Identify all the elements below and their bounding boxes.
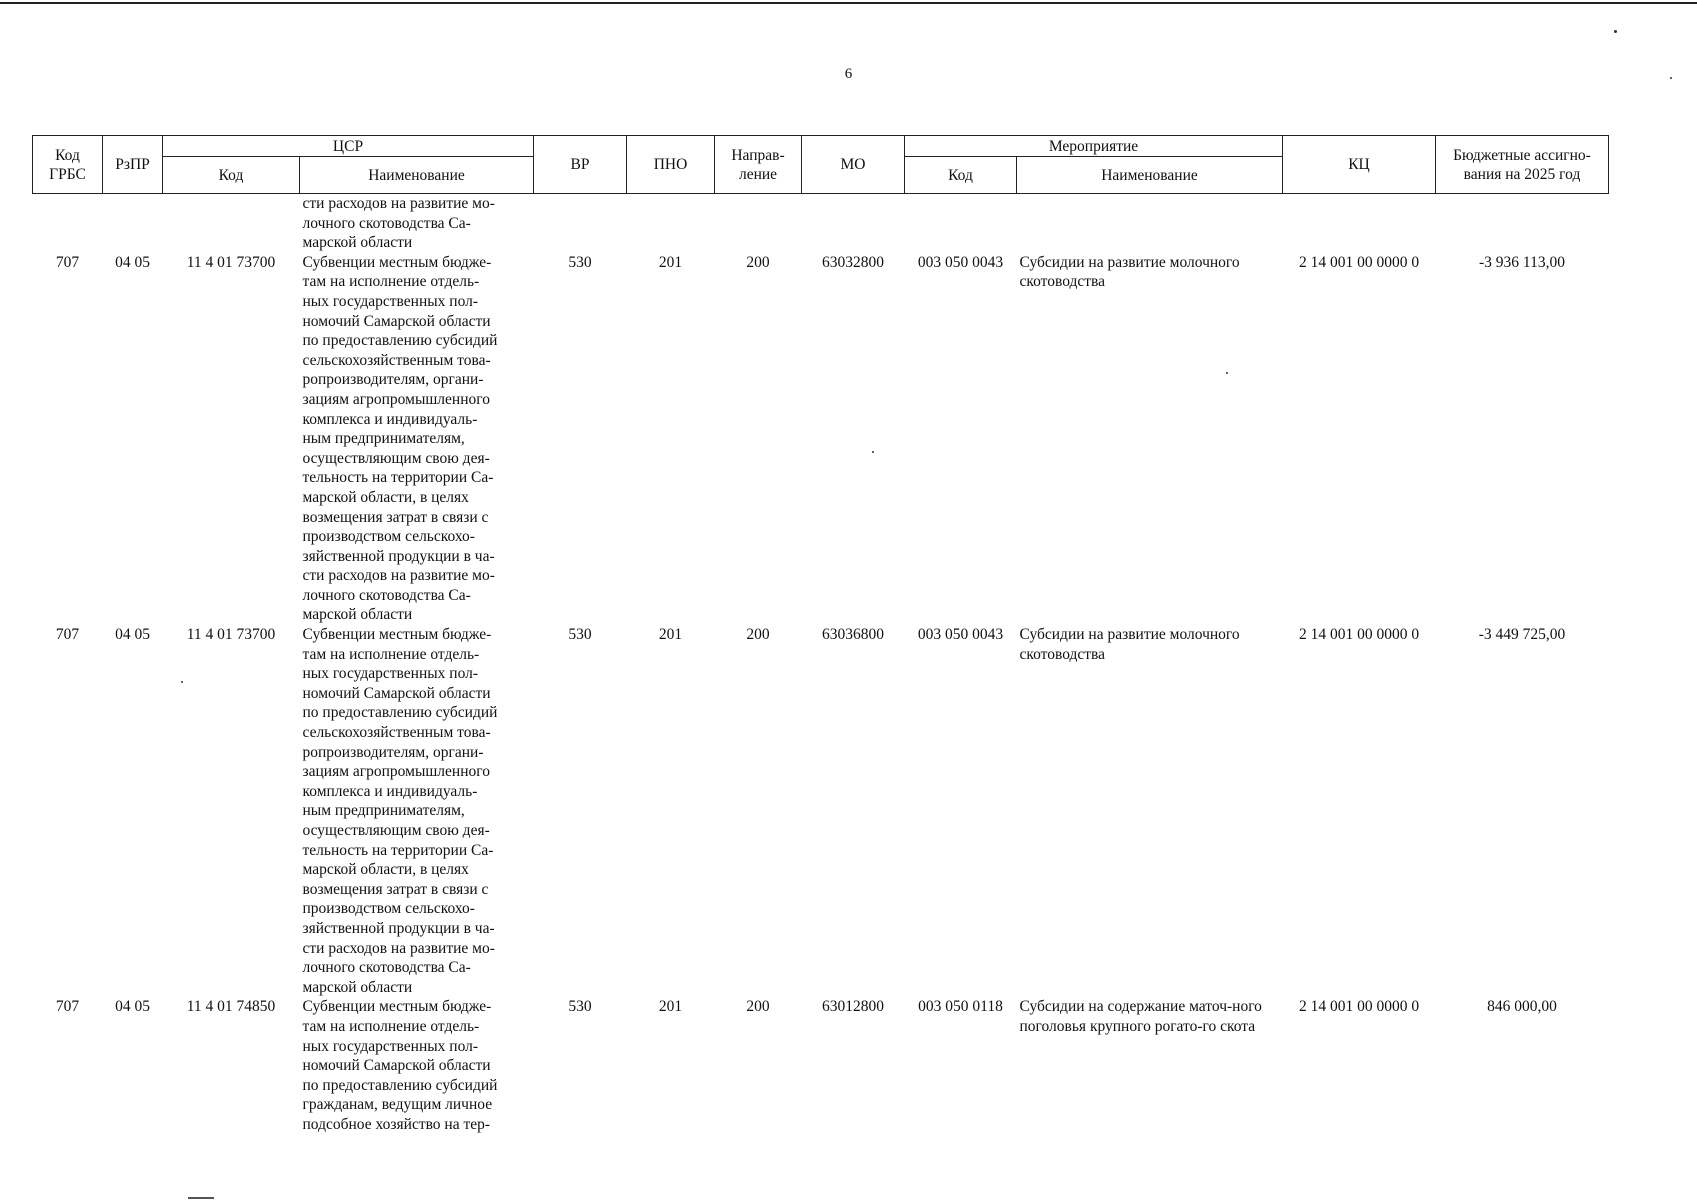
page-number: 6 <box>844 66 853 82</box>
description-line: осуществляющим свою дея- <box>302 822 490 839</box>
description-line: Субвенции местным бюдже- <box>302 998 492 1016</box>
description-line: по предоставлению субсидий <box>302 704 498 722</box>
header-kod-grbs: Код ГРБС <box>33 136 103 194</box>
description-line: там на исполнение отдель- <box>302 645 480 663</box>
cell-rzpr: 04 05 <box>115 998 150 1016</box>
header-meropriyatie: Мероприятие <box>905 136 1283 157</box>
cell-mer-kod: 003 050 0118 <box>918 998 1003 1016</box>
scan-speck <box>1614 30 1617 33</box>
cell-pno: 201 <box>658 253 683 271</box>
cell-csr-kod: 11 4 01 74850 <box>186 998 276 1016</box>
description-line: марской области, в целях <box>302 488 469 506</box>
description-line: ных государственных пол- <box>302 1037 479 1055</box>
description-line: Субвенции местным бюдже- <box>302 626 492 644</box>
description-line: производством сельскохо- <box>302 528 475 546</box>
description-line: ных государственных пол- <box>302 292 479 310</box>
description-line: номочий Самарской области <box>302 1057 491 1075</box>
description-line: номочий Самарской области <box>302 312 491 330</box>
description-line: подсобное хозяйство на тер- <box>302 1115 491 1133</box>
description-line: Субвенции местным бюдже- <box>302 253 492 271</box>
cell-mer-name: Субсидии на содержание маточ-ного поголовья крупного рогато-го скота <box>1019 998 1262 1035</box>
cell-mer-kod: 003 050 0043 <box>917 253 1004 271</box>
header-rzpr: РзПР <box>103 136 163 194</box>
description-line: по предоставлению субсидий <box>302 332 498 350</box>
budget-table <box>32 135 1609 1135</box>
description-line: сельскохозяйственным това- <box>302 351 491 369</box>
header-mo: МО <box>802 136 905 194</box>
description-line: марской области <box>302 606 413 624</box>
description-line: ным предпринимателям, <box>302 430 465 448</box>
cell-mo: 63036800 <box>822 626 884 644</box>
description-line: там на исполнение отдель- <box>302 273 480 291</box>
description-line: производством сельскохо- <box>302 900 475 918</box>
header-mer-name: Наименование <box>1017 157 1283 194</box>
description-line: возмещения затрат в связи с <box>302 508 489 526</box>
description-line: лочного скотоводства Са- <box>302 959 471 977</box>
description-line: по предоставлению субсидий <box>302 1076 498 1094</box>
cell-mer-name: Субсидии на развитие молочного скотоводства <box>1019 626 1240 663</box>
description-line: лочного скотоводства Са- <box>302 586 471 604</box>
table-body <box>33 194 1609 1135</box>
cell-grbs: 707 <box>55 626 80 644</box>
carryover-text: сти расходов на развитие мо- лочного скотоводства Са- марской области <box>302 195 495 252</box>
description-line: зациям агропромышленного <box>302 390 490 408</box>
cell-amount: -3 449 725,00 <box>1478 626 1566 644</box>
table-row <box>33 997 1609 1134</box>
cell-napr: 200 <box>746 998 770 1016</box>
header-pno: ПНО <box>627 136 715 194</box>
header-kc: КЦ <box>1283 136 1436 194</box>
cell-mer-kod: 003 050 0043 <box>917 626 1004 644</box>
description-line: сти расходов на развитие мо- <box>302 939 495 957</box>
description-line: комплекса и индивидуаль- <box>302 782 478 800</box>
table-row <box>33 625 1609 997</box>
description-line: зяйственной продукции в ча- <box>302 919 495 937</box>
cell-grbs: 707 <box>55 253 80 271</box>
description-line: осуществляющим свою дея- <box>302 449 490 467</box>
carryover-row <box>33 194 1609 253</box>
description-line: комплекса и индивидуаль- <box>302 410 478 428</box>
cell-csr-kod: 11 4 01 73700 <box>186 626 276 644</box>
header-csr-kod: Код <box>163 157 300 194</box>
cell-pno: 201 <box>658 626 683 644</box>
description-line: зяйственной продукции в ча- <box>302 547 495 565</box>
cell-amount: 846 000,00 <box>1487 998 1557 1016</box>
header-csr: ЦСР <box>163 136 534 157</box>
header-csr-name: Наименование <box>300 157 534 194</box>
description-line: возмещения затрат в связи с <box>302 880 489 898</box>
description-line: сельскохозяйственным това- <box>302 724 491 742</box>
description-line: там на исполнение отдель- <box>302 1017 480 1035</box>
cell-kc: 2 14 001 00 0000 0 <box>1298 626 1420 644</box>
cell-vr: 530 <box>568 626 592 644</box>
table-row <box>33 253 1609 625</box>
description-line: ропроизводителям, органи- <box>302 371 484 389</box>
cell-amount: -3 936 113,00 <box>1479 253 1565 271</box>
cell-mer-name: Субсидии на развитие молочного скотоводства <box>1019 253 1240 291</box>
cell-csr-kod: 11 4 01 73700 <box>186 253 276 271</box>
description-line: тельность на территории Са- <box>302 841 494 859</box>
cell-mo: 63032800 <box>822 253 884 271</box>
description-line: марской области, в целях <box>302 861 469 879</box>
description-line: номочий Самарской области <box>302 684 491 702</box>
header-vr: ВР <box>534 136 627 194</box>
top-rule <box>0 2 1697 4</box>
header-mer-kod: Код <box>905 157 1017 194</box>
description-line: ропроизводителям, органи- <box>302 743 484 761</box>
cell-vr: 530 <box>568 998 592 1016</box>
cell-napr: 200 <box>746 626 770 644</box>
description-line: ных государственных пол- <box>302 665 479 683</box>
description-line: сти расходов на развитие мо- <box>302 567 495 585</box>
scan-mark <box>188 1197 214 1199</box>
cell-pno: 201 <box>658 998 683 1016</box>
description-line: тельность на территории Са- <box>302 469 494 487</box>
cell-csr-name <box>300 625 534 997</box>
description-line: марской области <box>302 978 413 996</box>
cell-rzpr: 04 05 <box>115 626 150 644</box>
description-line: зациям агропромышленного <box>302 763 490 781</box>
cell-kc: 2 14 001 00 0000 0 <box>1298 253 1420 271</box>
header-napravlenie: Направ-ление <box>715 136 802 194</box>
table-header <box>33 136 1609 194</box>
header-budget: Бюджетные ассигно-вания на 2025 год <box>1436 136 1609 194</box>
cell-grbs: 707 <box>55 998 80 1016</box>
cell-mo: 63012800 <box>822 998 884 1016</box>
description-line: гражданам, ведущим личное <box>302 1096 493 1114</box>
cell-rzpr: 04 05 <box>115 253 150 271</box>
cell-kc: 2 14 001 00 0000 0 <box>1298 998 1420 1016</box>
cell-csr-name <box>300 997 534 1134</box>
cell-napr: 200 <box>746 253 770 271</box>
cell-csr-name <box>300 253 534 625</box>
cell-vr: 530 <box>568 253 592 271</box>
description-line: ным предпринимателям, <box>302 802 465 820</box>
